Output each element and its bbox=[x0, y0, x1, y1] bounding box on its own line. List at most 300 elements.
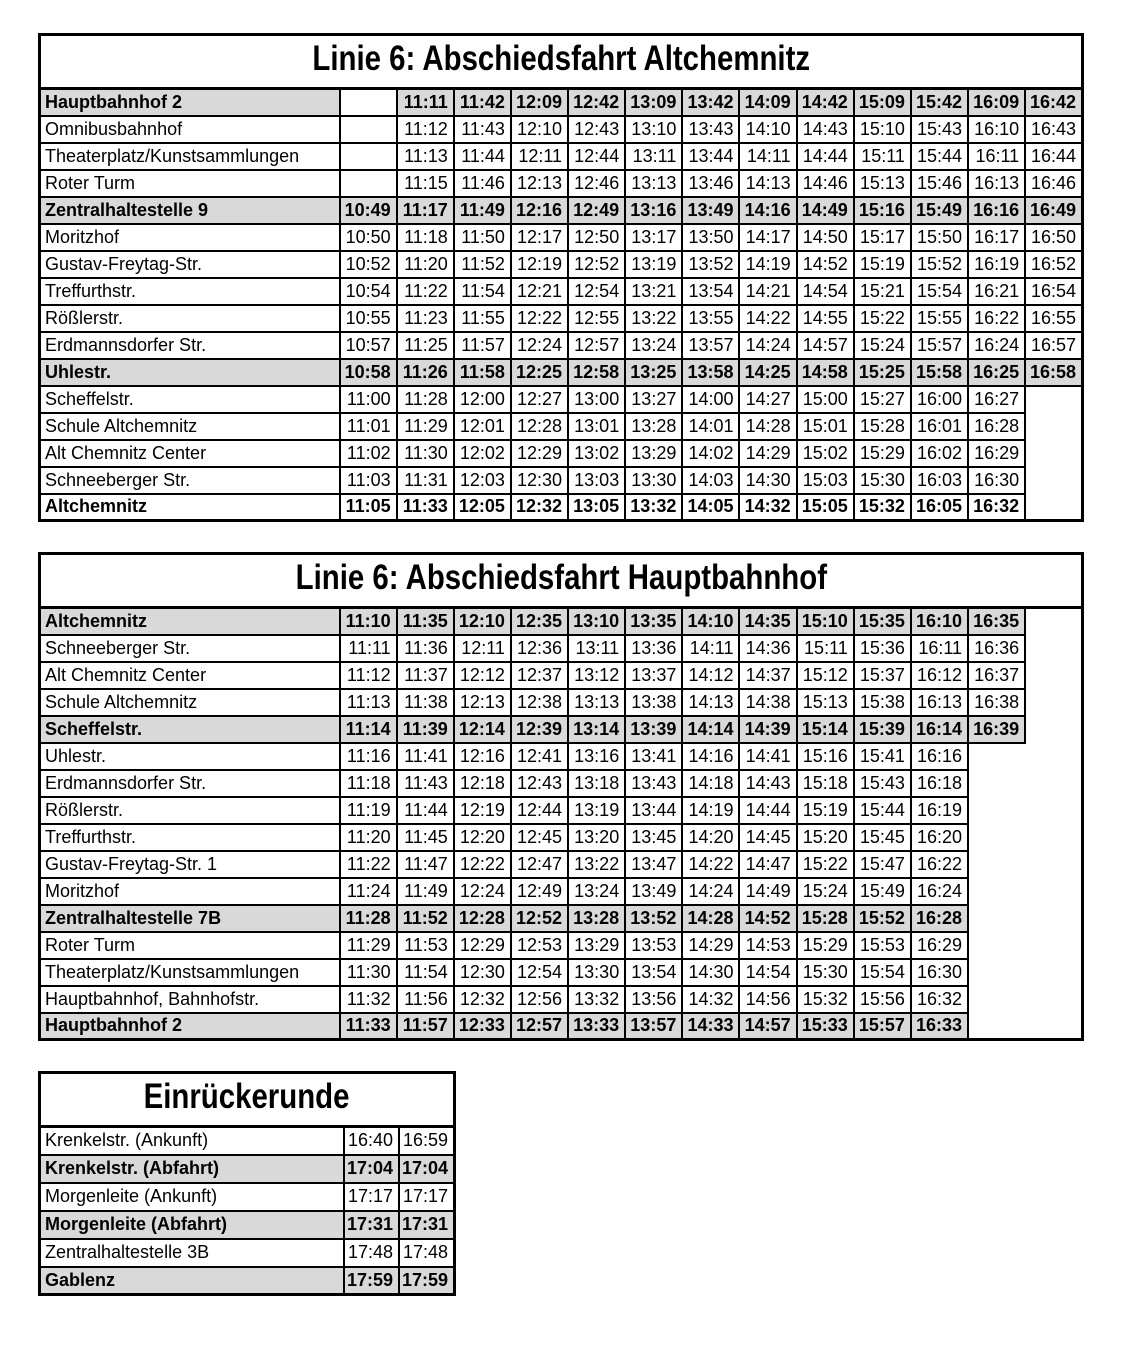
table-row bbox=[40, 305, 1083, 332]
time-cell: 16:29 bbox=[968, 440, 1025, 467]
time-cell: 12:29 bbox=[511, 440, 568, 467]
station-cell: Schule Altchemnitz bbox=[40, 413, 340, 440]
blank-cell bbox=[968, 1013, 1025, 1040]
table-row bbox=[40, 224, 1083, 251]
table-row bbox=[40, 251, 1083, 278]
time-cell: 13:19 bbox=[625, 251, 682, 278]
time-cell: 13:05 bbox=[568, 494, 625, 521]
time-cell: 14:24 bbox=[739, 332, 796, 359]
time-cell: 14:42 bbox=[797, 89, 854, 116]
time-cell: 11:30 bbox=[340, 959, 397, 986]
time-cell: 12:56 bbox=[511, 986, 568, 1013]
time-cell: 14:13 bbox=[739, 170, 796, 197]
time-cell: 13:16 bbox=[568, 743, 625, 770]
time-cell: 14:57 bbox=[797, 332, 854, 359]
table-row bbox=[40, 905, 1083, 932]
time-cell: 11:35 bbox=[397, 608, 454, 635]
time-cell: 15:52 bbox=[854, 905, 911, 932]
time-cell: 11:44 bbox=[454, 143, 511, 170]
station-cell: Moritzhof bbox=[40, 878, 340, 905]
time-cell: 16:12 bbox=[911, 662, 968, 689]
timetable-abschiedsfahrt-hauptbahnhof bbox=[38, 552, 1084, 1041]
table-row bbox=[40, 851, 1083, 878]
time-cell: 12:54 bbox=[568, 278, 625, 305]
station-cell: Zentralhaltestelle 7B bbox=[40, 905, 340, 932]
time-cell: 14:54 bbox=[739, 959, 796, 986]
time-cell: 14:45 bbox=[739, 824, 796, 851]
time-cell: 15:25 bbox=[854, 359, 911, 386]
table-row bbox=[40, 1211, 455, 1239]
time-cell: 12:44 bbox=[568, 143, 625, 170]
time-cell: 15:29 bbox=[854, 440, 911, 467]
station-cell: Krenkelstr. (Ankunft) bbox=[40, 1127, 344, 1155]
table-row bbox=[40, 1239, 455, 1267]
time-cell: 13:38 bbox=[625, 689, 682, 716]
time-cell: 17:04 bbox=[344, 1155, 400, 1183]
time-cell: 14:41 bbox=[739, 743, 796, 770]
time-cell: 15:16 bbox=[854, 197, 911, 224]
time-cell: 12:25 bbox=[511, 359, 568, 386]
time-cell: 12:37 bbox=[511, 662, 568, 689]
time-cell: 11:13 bbox=[340, 689, 397, 716]
station-cell: Alt Chemnitz Center bbox=[40, 440, 340, 467]
time-cell: 15:18 bbox=[797, 770, 854, 797]
time-cell: 15:16 bbox=[797, 743, 854, 770]
table-title-row bbox=[40, 554, 1083, 608]
table-title-text: Linie 6: Abschiedsfahrt Hauptbahnhof bbox=[295, 558, 827, 597]
time-cell: 12:43 bbox=[511, 770, 568, 797]
timetable-abschiedsfahrt-altchemnitz bbox=[38, 33, 1084, 522]
blank-cell bbox=[968, 905, 1025, 932]
time-cell: 16:22 bbox=[911, 851, 968, 878]
time-cell: 14:47 bbox=[739, 851, 796, 878]
table-row bbox=[40, 986, 1083, 1013]
time-cell: 14:44 bbox=[797, 143, 854, 170]
time-cell: 16:43 bbox=[1025, 116, 1082, 143]
time-cell: 14:19 bbox=[739, 251, 796, 278]
time-cell: 12:42 bbox=[568, 89, 625, 116]
table-row bbox=[40, 440, 1083, 467]
time-cell: 11:52 bbox=[397, 905, 454, 932]
time-cell: 12:47 bbox=[511, 851, 568, 878]
blank-cell bbox=[1025, 851, 1082, 878]
time-cell: 12:28 bbox=[454, 905, 511, 932]
time-cell: 14:55 bbox=[797, 305, 854, 332]
time-cell: 11:54 bbox=[454, 278, 511, 305]
time-cell: 15:02 bbox=[797, 440, 854, 467]
time-cell: 13:45 bbox=[625, 824, 682, 851]
time-cell: 13:27 bbox=[625, 386, 682, 413]
time-cell: 11:11 bbox=[340, 635, 397, 662]
table-row bbox=[40, 494, 1083, 521]
table-row bbox=[40, 1127, 455, 1155]
time-cell: 11:45 bbox=[397, 824, 454, 851]
time-cell: 11:15 bbox=[397, 170, 454, 197]
time-cell: 10:50 bbox=[340, 224, 397, 251]
time-cell: 13:11 bbox=[625, 143, 682, 170]
time-cell: 12:20 bbox=[454, 824, 511, 851]
time-cell: 16:14 bbox=[911, 716, 968, 743]
time-cell: 13:42 bbox=[682, 89, 739, 116]
time-cell: 14:28 bbox=[682, 905, 739, 932]
station-cell: Altchemnitz bbox=[40, 608, 340, 635]
time-cell: 16:03 bbox=[911, 467, 968, 494]
time-cell: 13:43 bbox=[682, 116, 739, 143]
time-cell: 13:20 bbox=[568, 824, 625, 851]
table-row bbox=[40, 743, 1083, 770]
time-cell: 17:59 bbox=[344, 1267, 400, 1295]
time-cell: 15:46 bbox=[911, 170, 968, 197]
time-cell: 12:10 bbox=[511, 116, 568, 143]
time-cell: 11:56 bbox=[397, 986, 454, 1013]
blank-cell bbox=[968, 824, 1025, 851]
time-cell: 12:32 bbox=[511, 494, 568, 521]
time-cell: 11:57 bbox=[454, 332, 511, 359]
time-cell: 16:35 bbox=[968, 608, 1025, 635]
time-cell: 16:20 bbox=[911, 824, 968, 851]
time-cell: 15:03 bbox=[797, 467, 854, 494]
time-cell: 14:18 bbox=[682, 770, 739, 797]
time-cell: 16:22 bbox=[968, 305, 1025, 332]
time-cell: 10:49 bbox=[340, 197, 397, 224]
station-cell: Treffurthstr. bbox=[40, 278, 340, 305]
time-cell: 11:47 bbox=[397, 851, 454, 878]
time-cell: 16:33 bbox=[911, 1013, 968, 1040]
time-cell: 12:32 bbox=[454, 986, 511, 1013]
time-cell: 16:55 bbox=[1025, 305, 1082, 332]
time-cell: 10:55 bbox=[340, 305, 397, 332]
time-cell: 14:19 bbox=[682, 797, 739, 824]
time-cell: 13:50 bbox=[682, 224, 739, 251]
time-cell: 14:14 bbox=[682, 716, 739, 743]
time-cell: 11:30 bbox=[397, 440, 454, 467]
time-cell: 15:20 bbox=[797, 824, 854, 851]
time-cell: 12:57 bbox=[511, 1013, 568, 1040]
time-cell: 13:39 bbox=[625, 716, 682, 743]
time-cell: 15:54 bbox=[911, 278, 968, 305]
time-cell: 11:29 bbox=[340, 932, 397, 959]
time-cell: 16:29 bbox=[911, 932, 968, 959]
time-cell: 11:29 bbox=[397, 413, 454, 440]
table-row bbox=[40, 1183, 455, 1211]
time-cell: 12:01 bbox=[454, 413, 511, 440]
time-cell: 12:16 bbox=[454, 743, 511, 770]
time-cell: 12:13 bbox=[454, 689, 511, 716]
table-row bbox=[40, 878, 1083, 905]
time-cell: 16:10 bbox=[968, 116, 1025, 143]
table-row bbox=[40, 467, 1083, 494]
time-cell: 11:58 bbox=[454, 359, 511, 386]
time-cell: 15:28 bbox=[854, 413, 911, 440]
time-cell: 15:49 bbox=[911, 197, 968, 224]
time-cell: 16:11 bbox=[911, 635, 968, 662]
time-cell: 15:00 bbox=[797, 386, 854, 413]
time-cell: 13:46 bbox=[682, 170, 739, 197]
time-cell: 11:20 bbox=[340, 824, 397, 851]
table-row bbox=[40, 332, 1083, 359]
time-cell: 14:44 bbox=[739, 797, 796, 824]
station-cell: Morgenleite (Ankunft) bbox=[40, 1183, 344, 1211]
station-cell: Uhlestr. bbox=[40, 743, 340, 770]
time-cell: 11:53 bbox=[397, 932, 454, 959]
time-cell: 13:52 bbox=[682, 251, 739, 278]
time-cell: 11:32 bbox=[340, 986, 397, 1013]
time-cell: 15:28 bbox=[797, 905, 854, 932]
time-cell: 16:19 bbox=[911, 797, 968, 824]
station-cell: Gustav-Freytag-Str. 1 bbox=[40, 851, 340, 878]
time-cell: 15:10 bbox=[854, 116, 911, 143]
time-cell: 12:16 bbox=[511, 197, 568, 224]
time-cell: 11:26 bbox=[397, 359, 454, 386]
station-cell: Schule Altchemnitz bbox=[40, 689, 340, 716]
time-cell: 12:18 bbox=[454, 770, 511, 797]
station-cell: Krenkelstr. (Abfahrt) bbox=[40, 1155, 344, 1183]
time-cell: 11:43 bbox=[397, 770, 454, 797]
time-cell: 15:32 bbox=[797, 986, 854, 1013]
time-cell: 13:24 bbox=[625, 332, 682, 359]
time-cell: 12:50 bbox=[568, 224, 625, 251]
time-cell: 15:19 bbox=[854, 251, 911, 278]
time-cell: 16:18 bbox=[911, 770, 968, 797]
time-cell: 11:43 bbox=[454, 116, 511, 143]
time-cell: 17:31 bbox=[344, 1211, 400, 1239]
time-cell: 13:11 bbox=[568, 635, 625, 662]
time-cell: 14:16 bbox=[739, 197, 796, 224]
time-cell: 16:44 bbox=[1025, 143, 1082, 170]
time-cell: 13:56 bbox=[625, 986, 682, 1013]
time-cell: 14:56 bbox=[739, 986, 796, 1013]
time-cell: 17:48 bbox=[344, 1239, 400, 1267]
time-cell: 13:30 bbox=[625, 467, 682, 494]
time-cell: 12:22 bbox=[454, 851, 511, 878]
station-cell: Hauptbahnhof, Bahnhofstr. bbox=[40, 986, 340, 1013]
time-cell: 14:11 bbox=[682, 635, 739, 662]
blank-cell bbox=[1025, 608, 1082, 635]
time-cell: 13:49 bbox=[682, 197, 739, 224]
time-cell: 14:10 bbox=[682, 608, 739, 635]
time-cell: 15:11 bbox=[854, 143, 911, 170]
time-cell: 14:54 bbox=[797, 278, 854, 305]
time-cell: 16:21 bbox=[968, 278, 1025, 305]
time-cell: 16:30 bbox=[911, 959, 968, 986]
time-cell: 12:22 bbox=[511, 305, 568, 332]
blank-cell bbox=[1025, 878, 1082, 905]
time-cell: 12:13 bbox=[511, 170, 568, 197]
time-cell: 13:17 bbox=[625, 224, 682, 251]
time-cell: 15:21 bbox=[854, 278, 911, 305]
blank-cell bbox=[1025, 905, 1082, 932]
time-cell: 13:14 bbox=[568, 716, 625, 743]
time-cell: 11:24 bbox=[340, 878, 397, 905]
station-cell: Uhlestr. bbox=[40, 359, 340, 386]
time-cell: 12:05 bbox=[454, 494, 511, 521]
blank-cell bbox=[1025, 662, 1082, 689]
time-cell: 16:58 bbox=[1025, 359, 1082, 386]
blank-cell bbox=[1025, 494, 1082, 521]
time-cell: 15:33 bbox=[797, 1013, 854, 1040]
time-cell: 12:46 bbox=[568, 170, 625, 197]
table-row bbox=[40, 797, 1083, 824]
time-cell: 15:11 bbox=[797, 635, 854, 662]
blank-cell bbox=[1025, 413, 1082, 440]
table-row bbox=[40, 89, 1083, 116]
time-cell: 16:05 bbox=[911, 494, 968, 521]
time-cell: 15:47 bbox=[854, 851, 911, 878]
time-cell: 14:05 bbox=[682, 494, 739, 521]
time-cell: 15:52 bbox=[911, 251, 968, 278]
time-cell: 17:59 bbox=[399, 1267, 455, 1295]
time-cell: 13:32 bbox=[625, 494, 682, 521]
table-title bbox=[40, 554, 1083, 608]
time-cell: 11:25 bbox=[397, 332, 454, 359]
time-cell: 14:17 bbox=[739, 224, 796, 251]
time-cell: 12:52 bbox=[511, 905, 568, 932]
time-cell: 16:19 bbox=[968, 251, 1025, 278]
time-cell: 16:39 bbox=[968, 716, 1025, 743]
empty-time-cell bbox=[340, 143, 397, 170]
time-cell: 13:30 bbox=[568, 959, 625, 986]
time-cell: 14:36 bbox=[739, 635, 796, 662]
time-cell: 12:27 bbox=[511, 386, 568, 413]
time-cell: 15:45 bbox=[854, 824, 911, 851]
time-cell: 16:40 bbox=[344, 1127, 400, 1155]
time-cell: 17:48 bbox=[399, 1239, 455, 1267]
blank-cell bbox=[968, 959, 1025, 986]
time-cell: 16:57 bbox=[1025, 332, 1082, 359]
time-cell: 13:55 bbox=[682, 305, 739, 332]
time-cell: 16:46 bbox=[1025, 170, 1082, 197]
time-cell: 11:11 bbox=[397, 89, 454, 116]
time-cell: 12:49 bbox=[511, 878, 568, 905]
time-cell: 11:14 bbox=[340, 716, 397, 743]
time-cell: 14:12 bbox=[682, 662, 739, 689]
time-cell: 13:01 bbox=[568, 413, 625, 440]
time-cell: 15:57 bbox=[854, 1013, 911, 1040]
time-cell: 15:05 bbox=[797, 494, 854, 521]
time-cell: 15:19 bbox=[797, 797, 854, 824]
time-cell: 16:27 bbox=[968, 386, 1025, 413]
time-cell: 15:58 bbox=[911, 359, 968, 386]
time-cell: 17:04 bbox=[399, 1155, 455, 1183]
station-cell: Erdmannsdorfer Str. bbox=[40, 770, 340, 797]
time-cell: 14:25 bbox=[739, 359, 796, 386]
station-cell: Treffurthstr. bbox=[40, 824, 340, 851]
time-cell: 11:05 bbox=[340, 494, 397, 521]
time-cell: 16:13 bbox=[911, 689, 968, 716]
time-cell: 11:10 bbox=[340, 608, 397, 635]
time-cell: 12:58 bbox=[568, 359, 625, 386]
table-row bbox=[40, 1267, 455, 1295]
timetable-einrueckerunde bbox=[38, 1071, 456, 1296]
time-cell: 16:28 bbox=[968, 413, 1025, 440]
time-cell: 14:00 bbox=[682, 386, 739, 413]
time-cell: 13:44 bbox=[682, 143, 739, 170]
table-title-text: Linie 6: Abschiedsfahrt Altchemnitz bbox=[312, 39, 810, 78]
time-cell: 13:54 bbox=[625, 959, 682, 986]
blank-cell bbox=[1025, 716, 1082, 743]
time-cell: 13:37 bbox=[625, 662, 682, 689]
table-row bbox=[40, 1013, 1083, 1040]
blank-cell bbox=[1025, 386, 1082, 413]
time-cell: 16:32 bbox=[911, 986, 968, 1013]
time-cell: 14:11 bbox=[739, 143, 796, 170]
time-cell: 13:43 bbox=[625, 770, 682, 797]
table-row bbox=[40, 413, 1083, 440]
time-cell: 14:24 bbox=[682, 878, 739, 905]
time-cell: 11:33 bbox=[397, 494, 454, 521]
time-cell: 16:50 bbox=[1025, 224, 1082, 251]
station-cell: Theaterplatz/Kunstsammlungen bbox=[40, 143, 340, 170]
time-cell: 12:45 bbox=[511, 824, 568, 851]
blank-cell bbox=[1025, 959, 1082, 986]
time-cell: 11:33 bbox=[340, 1013, 397, 1040]
table-row bbox=[40, 197, 1083, 224]
time-cell: 15:36 bbox=[854, 635, 911, 662]
time-cell: 15:14 bbox=[797, 716, 854, 743]
blank-cell bbox=[968, 878, 1025, 905]
time-cell: 15:30 bbox=[854, 467, 911, 494]
time-cell: 15:55 bbox=[911, 305, 968, 332]
time-cell: 14:21 bbox=[739, 278, 796, 305]
time-cell: 12:28 bbox=[511, 413, 568, 440]
time-cell: 11:41 bbox=[397, 743, 454, 770]
station-cell: Rößlerstr. bbox=[40, 797, 340, 824]
time-cell: 15:49 bbox=[854, 878, 911, 905]
time-cell: 14:13 bbox=[682, 689, 739, 716]
time-cell: 14:28 bbox=[739, 413, 796, 440]
time-cell: 16:00 bbox=[911, 386, 968, 413]
time-cell: 14:49 bbox=[739, 878, 796, 905]
time-cell: 14:32 bbox=[739, 494, 796, 521]
time-cell: 16:10 bbox=[911, 608, 968, 635]
time-cell: 16:32 bbox=[968, 494, 1025, 521]
time-cell: 14:27 bbox=[739, 386, 796, 413]
time-cell: 13:29 bbox=[625, 440, 682, 467]
time-cell: 11:22 bbox=[397, 278, 454, 305]
station-cell: Rößlerstr. bbox=[40, 305, 340, 332]
time-cell: 15:24 bbox=[797, 878, 854, 905]
time-cell: 13:10 bbox=[568, 608, 625, 635]
station-cell: Moritzhof bbox=[40, 224, 340, 251]
blank-cell bbox=[1025, 824, 1082, 851]
time-cell: 15:35 bbox=[854, 608, 911, 635]
blank-cell bbox=[1025, 635, 1082, 662]
time-cell: 12:24 bbox=[511, 332, 568, 359]
time-cell: 13:49 bbox=[625, 878, 682, 905]
empty-time-cell bbox=[340, 89, 397, 116]
table-row bbox=[40, 278, 1083, 305]
time-cell: 15:54 bbox=[854, 959, 911, 986]
time-cell: 15:44 bbox=[911, 143, 968, 170]
time-cell: 11:49 bbox=[397, 878, 454, 905]
time-cell: 14:10 bbox=[739, 116, 796, 143]
time-cell: 14:38 bbox=[739, 689, 796, 716]
time-cell: 16:28 bbox=[911, 905, 968, 932]
time-cell: 16:11 bbox=[968, 143, 1025, 170]
time-cell: 14:43 bbox=[739, 770, 796, 797]
time-cell: 11:49 bbox=[454, 197, 511, 224]
time-cell: 15:42 bbox=[911, 89, 968, 116]
empty-time-cell bbox=[340, 116, 397, 143]
time-cell: 16:36 bbox=[968, 635, 1025, 662]
time-cell: 14:30 bbox=[682, 959, 739, 986]
time-cell: 11:52 bbox=[454, 251, 511, 278]
time-cell: 11:20 bbox=[397, 251, 454, 278]
time-cell: 12:21 bbox=[511, 278, 568, 305]
time-cell: 13:47 bbox=[625, 851, 682, 878]
time-cell: 16:25 bbox=[968, 359, 1025, 386]
time-cell: 14:43 bbox=[797, 116, 854, 143]
